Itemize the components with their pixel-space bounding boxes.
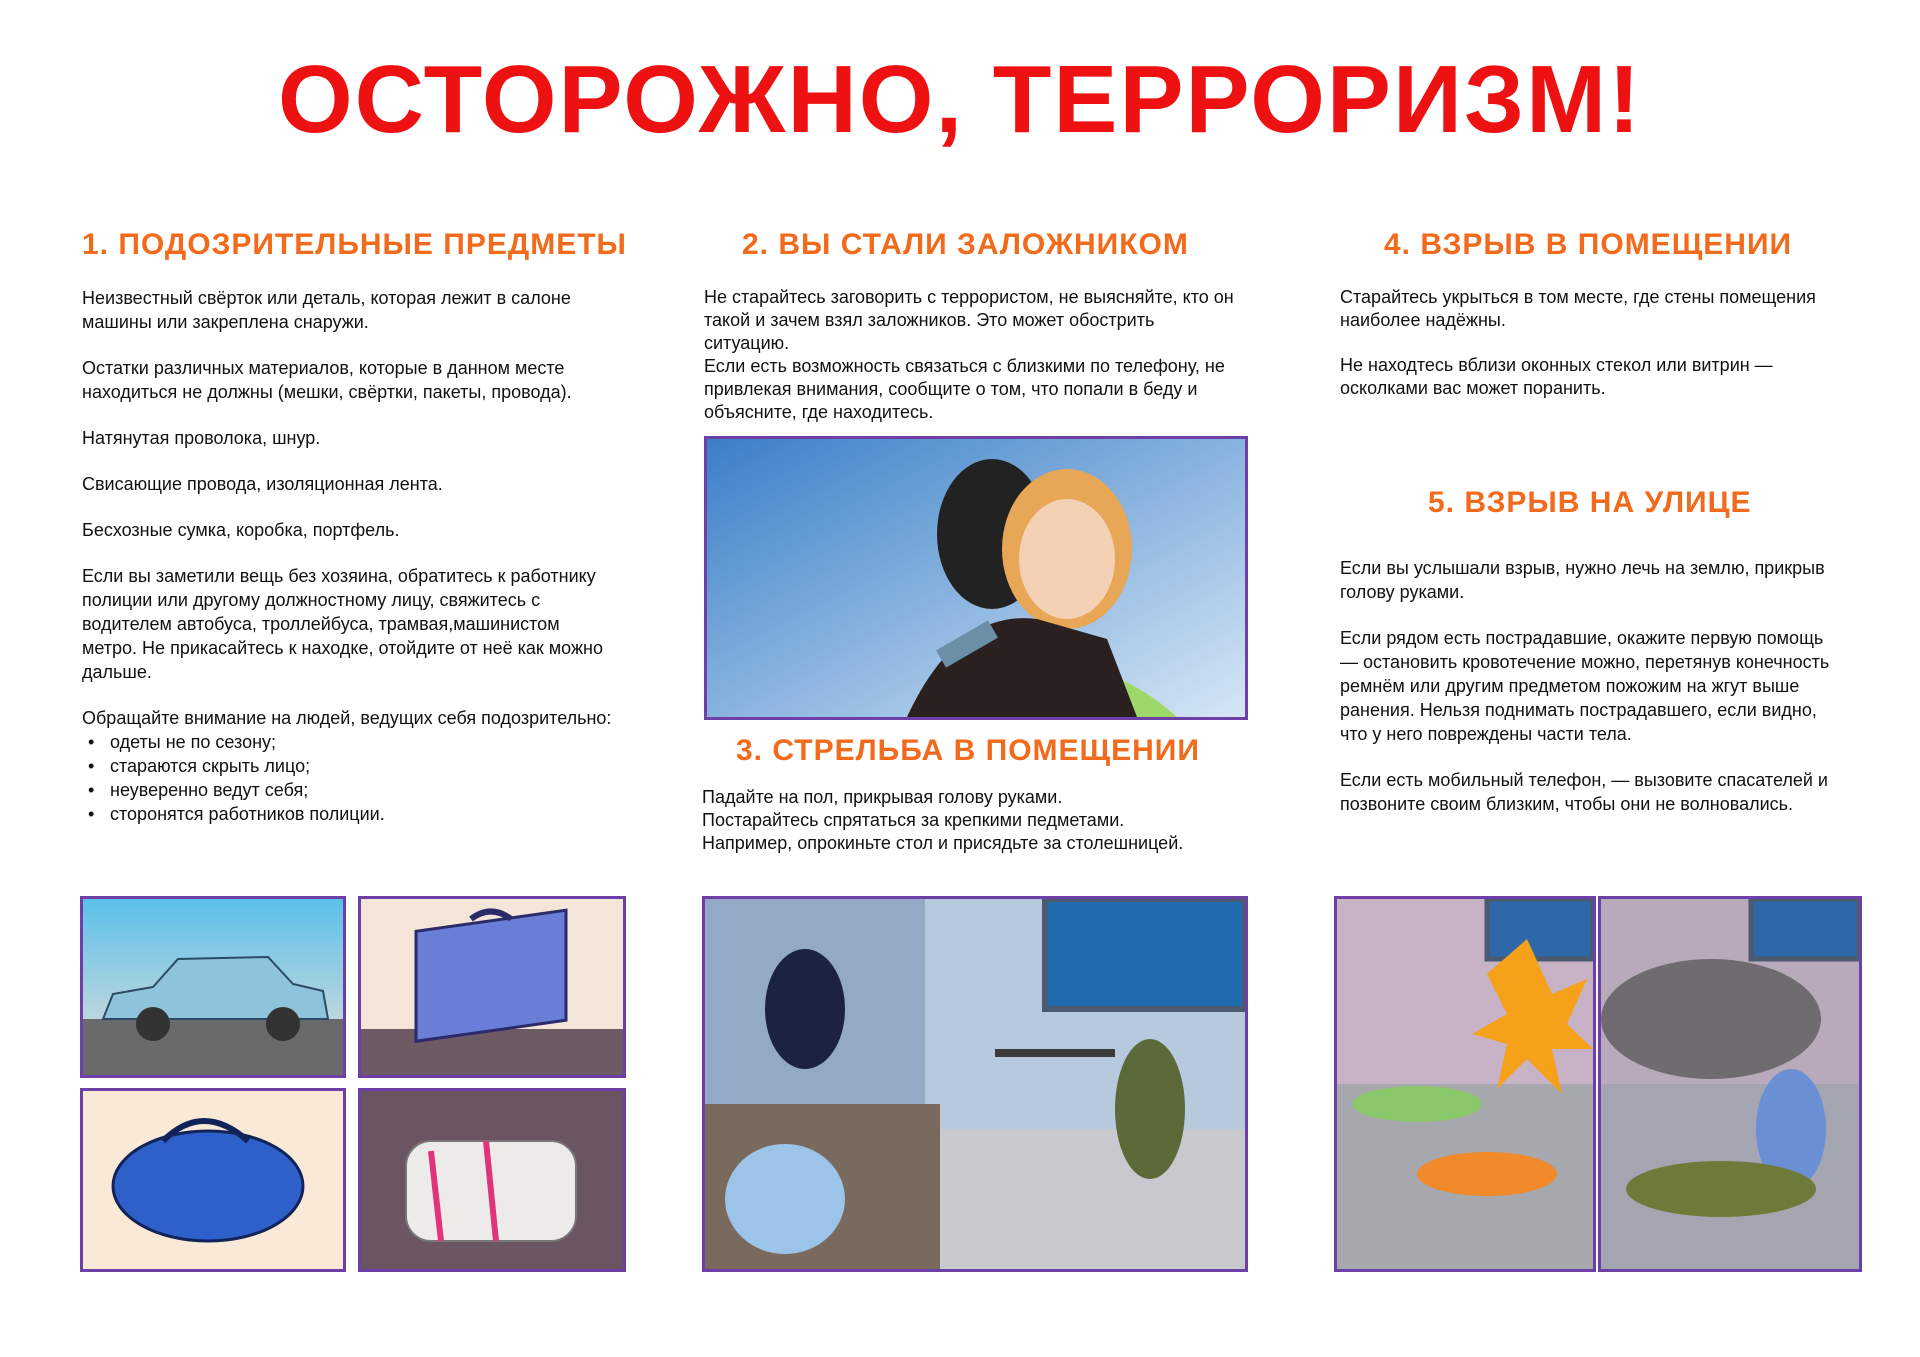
section-3-p3: Например, опрокиньте стол и присядьте за столешницей. [702,833,1184,853]
section-2-title: 2. ВЫ СТАЛИ ЗАЛОЖНИКОМ [742,228,1189,261]
list-item: • сторонятся работников полиции. [82,802,612,826]
section-3-title: 3. СТРЕЛЬБА В ПОМЕЩЕНИИ [736,734,1200,767]
section-1-p2: Остатки различных материалов, которые в данном месте находиться не должны (мешки, свёртки, пакеты, провода). [82,358,572,402]
section-1-p1: Неизвестный свёрток или деталь, которая лежит в салоне машины или закреплена снаружи. [82,288,571,332]
section-4-p2: Не находтесь вблизи оконных стекол или витрин — осколками вас может поранить. [1340,355,1773,398]
section-2-p1: Не старайтесь заговорить с террористом, не выясняйте, кто он такой и зачем взял заложников. Это может обострить ситуацию. [704,287,1234,353]
section-4-title: 4. ВЗРЫВ В ПОМЕЩЕНИИ [1384,228,1793,261]
list-item: • одеты не по сезону; [82,730,612,754]
section-5-p2: Если рядом есть пострадавшие, окажите первую помощь — остановить кровотечение можно, перетянув конечность ремнём или другим предметом пожожим на жгут выше ранения. Нельзя поднимать пострадавшего, если видно, что у него повреждены части тела. [1340,628,1830,744]
section-3-text [702,786,1242,855]
section-1-text [82,286,612,826]
section-5-p3: Если есть мобильный телефон, — вызовите спасателей и позвоните своим близким, чтобы они не волновались. [1340,770,1828,814]
car-image [80,896,346,1078]
section-1-p7: Обращайте внимание на людей, ведущих себя подозрительно: [82,708,612,728]
hostage-image [704,436,1248,720]
section-1-p6: Если вы заметили вещь без хозяина, обратитесь к работнику полиции или другому должностному лицу, свяжитесь с водителем автобуса, троллейбуса, трамвая,машинистом метро. Не прикасайтесь к находке, отойдите от неё как можно дальше. [82,566,603,682]
section-1-p3: Натянутая проволока, шнур. [82,428,321,448]
section-2-p2: Если есть возможность связаться с близкими по телефону, не привлекая внимания, сообщите о том, что попали в беду и объясните, где находитесь. [704,356,1225,422]
shooting-image [702,896,1248,1272]
poster-title: ОСТОРОЖНО, ТЕРРОРИЗМ! [277,46,1643,153]
section-4-p1: Старайтесь укрыться в том месте, где стены помещения наиболее надёжны. [1340,287,1816,330]
section-5-p1: Если вы услышали взрыв, нужно лечь на землю, прикрыв голову руками. [1340,558,1825,602]
explosion-image [1334,896,1596,1272]
section-1-p4: Свисающие провода, изоляционная лента. [82,474,443,494]
package-image [358,1088,626,1272]
first-aid-image [1598,896,1862,1272]
section-5-text [1340,556,1840,816]
section-5-title: 5. ВЗРЫВ НА УЛИЦЕ [1428,486,1752,519]
section-1-p5: Бесхозные сумка, коробка, портфель. [82,520,400,540]
section-2-text [704,286,1244,424]
bag-image [80,1088,346,1272]
list-item: • стараются скрыть лицо; [82,754,612,778]
section-1-title: 1. ПОДОЗРИТЕЛЬНЫЕ ПРЕДМЕТЫ [82,228,627,261]
suitcase-image [358,896,626,1078]
section-4-text [1340,286,1840,400]
list-item: • неуверенно ведут себя; [82,778,612,802]
suspicious-people-list [82,730,612,826]
section-3-p2: Постарайтесь спрятаться за крепкими педметами. [702,810,1125,830]
section-3-p1: Падайте на пол, прикрывая голову руками. [702,787,1063,807]
